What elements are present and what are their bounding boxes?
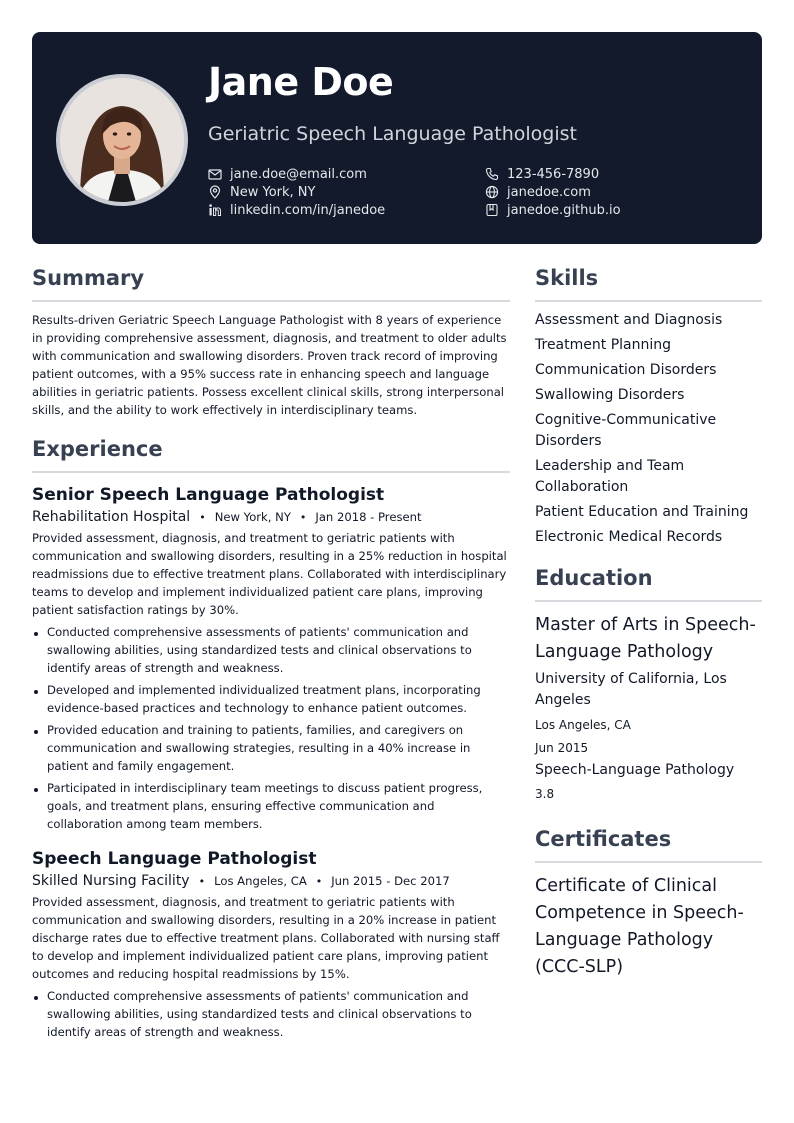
certificates-list xyxy=(535,873,762,981)
education-degree: Master of Arts in Speech-Language Pathology xyxy=(535,615,756,662)
job-title: Speech Language Pathologist xyxy=(32,849,317,869)
job-bullet: Developed and implemented individualized treatment plans, incorporating evidence-based practices and technology to enhance patient outcomes. xyxy=(32,681,510,717)
linkedin-icon xyxy=(208,203,222,217)
job-description: Provided assessment, diagnosis, and treatment to geriatric patients with communication and swallowing disorders, resulting in a 25% reduction in hospital readmissions due to effective treatment plans. Collaborated with interdisciplinary teams to develop and implement individualized patient care plans, improving patient satisfaction ratings by 30%. xyxy=(32,531,507,617)
job-meta xyxy=(32,873,510,889)
separator-dot: • xyxy=(315,875,323,888)
job-title: Senior Speech Language Pathologist xyxy=(32,485,385,505)
contact-email-text: jane.doe@email.com xyxy=(230,166,367,182)
education-entry xyxy=(535,612,762,803)
job-meta xyxy=(32,509,510,525)
skill-item: Patient Education and Training xyxy=(535,504,749,520)
skills-list xyxy=(535,310,762,548)
contact-linkedin[interactable] xyxy=(208,201,385,219)
contact-website-text: janedoe.com xyxy=(507,184,591,200)
skill-item: Cognitive-Communicative Disorders xyxy=(535,412,717,449)
job-location: Los Angeles, CA xyxy=(214,874,307,888)
map-pin-icon xyxy=(208,185,222,199)
phone-icon xyxy=(485,167,499,181)
education-school: University of California, Los Angeles xyxy=(535,671,727,708)
education-heading: Education xyxy=(535,566,762,602)
separator-dot: • xyxy=(199,511,206,524)
job-dates: Jun 2015 - Dec 2017 xyxy=(331,874,450,888)
job-bullet: Participated in interdisciplinary team meetings to discuss patient progress, goals, and treatment plans, ensuring effective communication and collaboration among team members. xyxy=(32,779,510,833)
job-bullets xyxy=(32,623,510,833)
profile-photo xyxy=(56,74,188,206)
globe-icon xyxy=(485,185,499,199)
separator-dot: • xyxy=(198,875,206,888)
skill-item: Leadership and Team Collaboration xyxy=(535,458,685,495)
candidate-title: Geriatric Speech Language Pathologist xyxy=(208,123,577,145)
contact-location xyxy=(208,183,315,201)
profile-photo-illustration xyxy=(60,78,184,202)
skill-item: Treatment Planning xyxy=(535,337,671,353)
separator-dot: • xyxy=(299,511,307,524)
job-description: Provided assessment, diagnosis, and treatment to geriatric patients with communication and swallowing disorders, resulting in a 20% increase in patient discharge rates due to effective treatment plans. Collaborated with nursing staff to develop and implement individualized patient care plans, improving patient outcomes and reducing hospital readmissions by 15%. xyxy=(32,895,500,981)
skills-heading: Skills xyxy=(535,266,762,302)
contact-location-text: New York, NY xyxy=(230,184,316,200)
experience-heading: Experience xyxy=(32,437,510,473)
mail-icon xyxy=(208,167,222,181)
contact-phone[interactable] xyxy=(485,165,599,183)
right-column xyxy=(535,266,762,981)
contact-phone-text: 123-456-7890 xyxy=(507,166,600,182)
skill-item: Communication Disorders xyxy=(535,362,717,378)
job-dates: Jan 2018 - Present xyxy=(315,510,422,524)
education-date: Jun 2015 xyxy=(535,741,589,755)
job-organization: Skilled Nursing Facility xyxy=(32,873,190,889)
summary-heading: Summary xyxy=(32,266,510,302)
contact-github-text: janedoe.github.io xyxy=(507,202,621,218)
job-bullets xyxy=(32,987,510,1041)
contact-website[interactable] xyxy=(485,183,591,201)
skill-item: Assessment and Diagnosis xyxy=(535,312,723,328)
left-column xyxy=(32,266,510,1045)
education-location: Los Angeles, CA xyxy=(535,718,631,732)
education-field: Speech-Language Pathology xyxy=(535,762,735,778)
summary-text: Results-driven Geriatric Speech Language Pathologist with 8 years of experience in providing comprehensive assessment, diagnosis, and treatment to older adults with communication and swallowing disorders. Proven track record of improving patient outcomes, with a 95% success rate in enhancing speech and language abilities in geriatric patients. Possess excellent clinical skills, strong interpersonal skills, and the ability to work effectively in interdisciplinary teams. xyxy=(32,313,507,417)
contact-github[interactable] xyxy=(485,201,621,219)
resume-header xyxy=(32,32,762,244)
job-organization: Rehabilitation Hospital xyxy=(32,509,191,525)
job-entry xyxy=(32,849,510,1041)
education-gpa: 3.8 xyxy=(535,787,555,801)
contact-linkedin-text: linkedin.com/in/janedoe xyxy=(230,202,386,218)
bookmark-icon xyxy=(485,203,499,217)
skill-item: Electronic Medical Records xyxy=(535,529,723,545)
job-location: New York, NY xyxy=(214,510,291,524)
skill-item: Swallowing Disorders xyxy=(535,387,685,403)
candidate-name: Jane Doe xyxy=(208,60,394,104)
job-bullet: Conducted comprehensive assessments of patients' communication and swallowing abilities, using standardized tests and clinical observations to identify areas of strength and weakness. xyxy=(32,623,510,677)
job-entry xyxy=(32,485,510,833)
certificates-heading: Certificates xyxy=(535,827,762,863)
certificate-item: Certificate of Clinical Competence in Speech-Language Pathology (CCC-SLP) xyxy=(535,876,744,977)
job-bullet: Provided education and training to patients, families, and caregivers on communication and swallowing strategies, resulting in a 40% increase in patient and family engagement. xyxy=(32,721,510,775)
job-bullet: Conducted comprehensive assessments of patients' communication and swallowing abilities, using standardized tests and clinical observations to identify areas of strength and weakness. xyxy=(32,987,510,1041)
contact-email[interactable] xyxy=(208,165,367,183)
